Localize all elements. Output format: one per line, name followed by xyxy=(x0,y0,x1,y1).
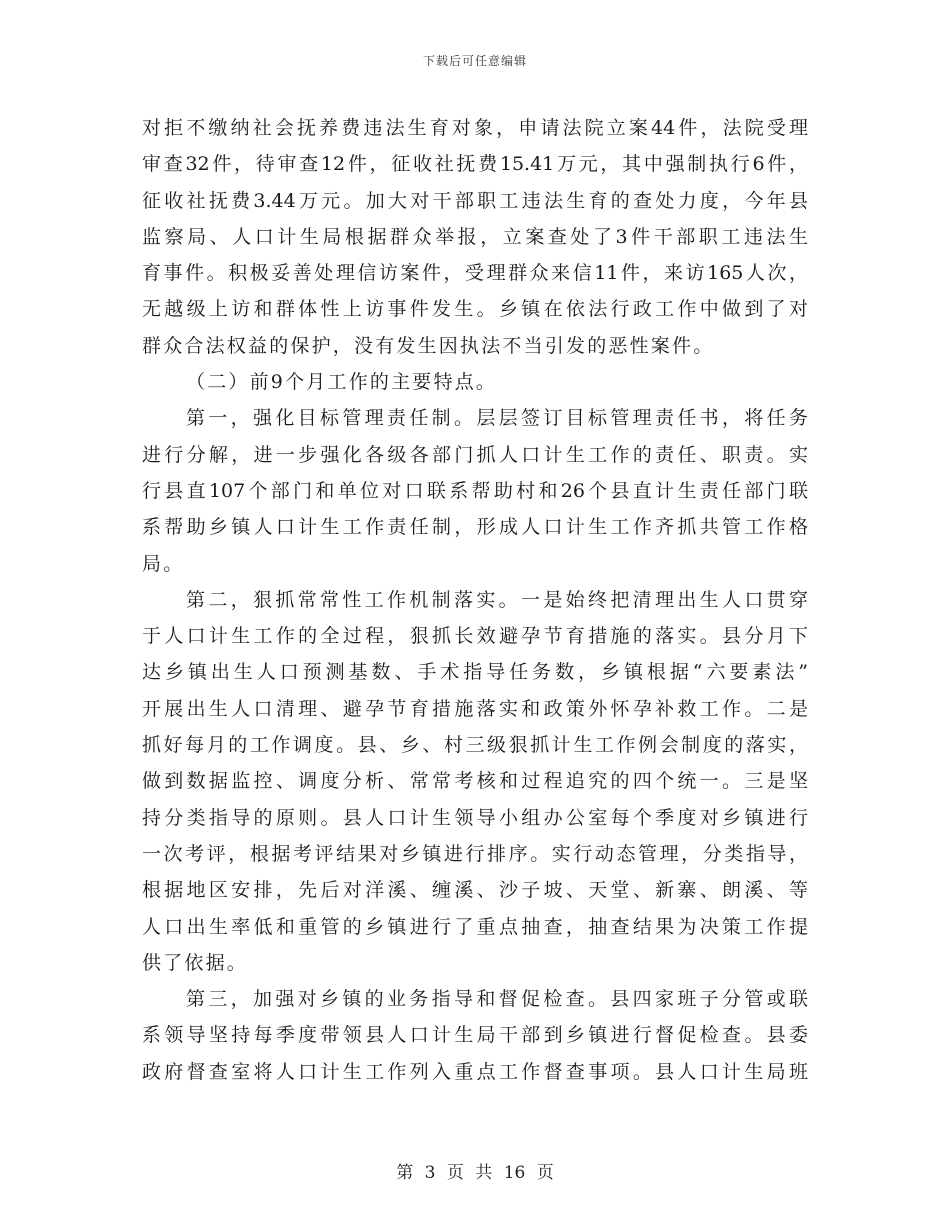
paragraph-first-line: 第二，狠抓常常性工作机制落实。一是始终把清理出生人口贯穿 xyxy=(186,588,808,611)
text-line: 系领导坚持每季度带领县人口计生局干部到乡镇进行督促检查。县委 xyxy=(142,1024,808,1047)
text-line: 征收社抚费3.44万元。加大对干部职工违法生育的查处力度，今年县 xyxy=(142,189,808,212)
text-line: 政府督查室将人口计生工作列入重点工作督查事项。县人口计生局班 xyxy=(142,1060,808,1083)
text-line: 人口出生率低和重管的乡镇进行了重点抽查，抽查结果为决策工作提 xyxy=(142,915,808,938)
text-line: 监察局、人口计生局根据群众举报，立案查处了3件干部职工违法生 xyxy=(142,225,808,248)
paragraph-first-line: 第三，加强对乡镇的业务指导和督促检查。县四家班子分管或联 xyxy=(186,988,808,1011)
text-line: 达乡镇出生人口预测基数、手术指导任务数，乡镇根据“六要素法” xyxy=(142,661,808,684)
text-line: 局。 xyxy=(142,552,185,575)
text-line: 对拒不缴纳社会抚养费违法生育对象，申请法院立案44件，法院受理 xyxy=(142,117,808,139)
text-line: 系帮助乡镇人口计生工作责任制，形成人口计生工作齐抓共管工作格 xyxy=(142,516,808,539)
text-line: 供了依据。 xyxy=(142,951,249,974)
section-heading: （二）前9个月工作的主要特点。 xyxy=(186,371,498,394)
text-line: 进行分解，进一步强化各级各部门抓人口计生工作的责任、职责。实 xyxy=(142,443,808,466)
paragraph-first-line: 第一，强化目标管理责任制。层层签订目标管理责任书，将任务 xyxy=(186,407,808,430)
text-line: 于人口计生工作的全过程，狠抓长效避孕节育措施的落实。县分月下 xyxy=(142,625,808,648)
text-line: 抓好每月的工作调度。县、乡、村三级狠抓计生工作例会制度的落实， xyxy=(142,734,808,757)
text-line: 群众合法权益的保护，没有发生因执法不当引发的恶性案件。 xyxy=(142,334,715,357)
text-line: 审查32件，待审查12件，征收社抚费15.41万元，其中强制执行6件， xyxy=(142,153,808,176)
page-header-note: 下载后可任意编辑 xyxy=(422,54,527,68)
text-line: 持分类指导的原则。县人口计生领导小组办公室每个季度对乡镇进行 xyxy=(142,806,808,829)
text-line: 做到数据监控、调度分析、常常考核和过程追究的四个统一。三是坚 xyxy=(142,770,808,793)
document-body xyxy=(142,110,808,1090)
text-line: 一次考评，根据考评结果对乡镇进行排序。实行动态管理，分类指导， xyxy=(142,842,808,865)
text-line: 育事件。积极妥善处理信访案件，受理群众来信11件，来访165人次， xyxy=(142,262,808,285)
page-number: 第 3 页 共 16 页 xyxy=(396,1163,554,1183)
text-line: 根据地区安排，先后对洋溪、缠溪、沙子坡、天堂、新寨、朗溪、等 xyxy=(142,879,808,902)
text-line: 行县直107个部门和单位对口联系帮助村和26个县直计生责任部门联 xyxy=(142,479,808,502)
text-line: 无越级上访和群体性上访事件发生。乡镇在依法行政工作中做到了对 xyxy=(142,298,808,321)
text-line: 开展出生人口清理、避孕节育措施落实和政策外怀孕补救工作。二是 xyxy=(142,697,808,720)
